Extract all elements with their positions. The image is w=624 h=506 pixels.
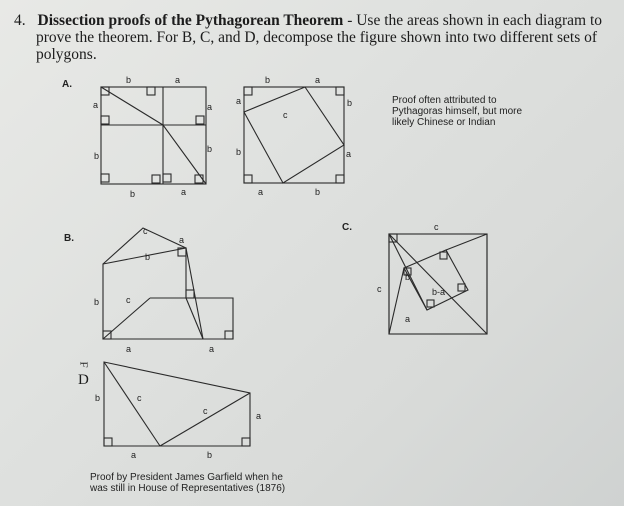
b-a: a — [179, 235, 185, 245]
a1-right-a: a — [207, 102, 213, 112]
a2-top-b: b — [265, 75, 271, 85]
question-line-3: polygons. — [36, 46, 97, 63]
section-b-label: B. — [64, 233, 74, 244]
a2-c: c — [283, 110, 288, 120]
pythagoras-note-line-1: Proof often attributed to — [392, 95, 497, 106]
a1-left-a: a — [93, 100, 99, 110]
c-b-minus-a: b-a — [432, 287, 446, 297]
b-left-b: b — [94, 297, 100, 307]
garfield-note-line-1: Proof by President James Garfield when he — [90, 472, 283, 483]
diagram-d — [104, 362, 250, 446]
c-a: a — [405, 314, 411, 324]
d-a-right: a — [256, 411, 262, 421]
a1-bottom-b: b — [130, 189, 136, 199]
question-number: 4. — [14, 12, 26, 29]
d-c1: c — [137, 393, 142, 403]
b-right-a: a — [209, 344, 215, 354]
d-c2: c — [203, 406, 208, 416]
a1-right-b: b — [207, 144, 213, 154]
d-bottom-b: b — [207, 450, 213, 460]
a2-left-b: b — [236, 147, 242, 157]
a2-top-a: a — [315, 75, 321, 85]
question-line-2: prove the theorem. For B, C, and D, decompose the figure shown into two different sets of — [36, 29, 598, 46]
a2-right-a: a — [346, 149, 352, 159]
a1-top-b: b — [126, 75, 132, 85]
c-b: b — [405, 272, 411, 282]
question-title: Dissection proofs of the Pythagorean Theorem — [37, 12, 344, 29]
a2-left-a: a — [236, 96, 242, 106]
section-a-label: A. — [62, 79, 72, 90]
section-d-label: D — [78, 372, 89, 388]
b-inner-c: c — [126, 295, 131, 305]
c-top-c: c — [434, 222, 439, 232]
b-bottom-a: a — [126, 344, 132, 354]
diagram-a2 — [244, 87, 344, 183]
question-instruction: - Use the areas shown in each diagram to — [343, 12, 602, 29]
garfield-note-line-2: was still in House of Representatives (1876) — [90, 483, 286, 494]
a2-right-b: b — [347, 98, 353, 108]
a2-bottom-b: b — [315, 187, 321, 197]
c-left-c: c — [377, 284, 382, 294]
a2-bottom-a: a — [258, 187, 264, 197]
a1-top-a: a — [175, 75, 181, 85]
b-top-c: c — [143, 226, 148, 236]
section-f-label: F — [77, 361, 90, 368]
b-b: b — [145, 252, 151, 262]
diagram-c — [389, 234, 487, 334]
d-b: b — [95, 393, 101, 403]
diagram-labels — [93, 75, 445, 460]
a1-bottom-a: a — [181, 187, 187, 197]
pythagoras-note-line-2: Pythagoras himself, but more — [392, 106, 523, 117]
section-c-label: C. — [342, 222, 352, 233]
a1-left-b: b — [94, 151, 100, 161]
diagram-b — [103, 228, 233, 339]
d-bottom-a: a — [131, 450, 137, 460]
diagram-a1 — [101, 87, 206, 184]
pythagoras-note-line-3: likely Chinese or Indian — [392, 117, 496, 128]
